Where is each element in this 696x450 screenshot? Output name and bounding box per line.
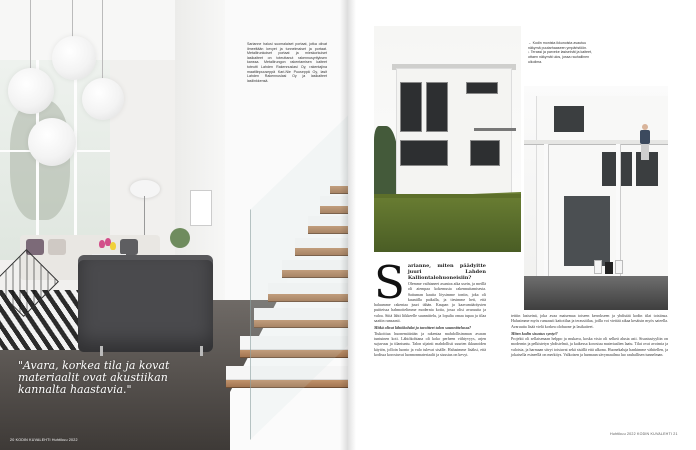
page-folio: 20 KODIN KUVALEHTI Huhtikuu 2022 xyxy=(10,438,78,442)
lawn-edge xyxy=(374,194,521,198)
hedge xyxy=(374,126,398,196)
article-column-1 xyxy=(374,256,486,357)
page-folio: Huhtikuu 2022 KODIN KUVALEHTI 21 xyxy=(610,432,678,436)
house-exterior-photo xyxy=(374,26,521,252)
house-window xyxy=(426,82,448,132)
terrace-floor xyxy=(524,276,668,310)
article-column-2 xyxy=(511,313,668,357)
right-page xyxy=(348,0,696,450)
pendant-lamp xyxy=(52,36,96,80)
sofa-leg xyxy=(200,346,203,356)
photo-caption: ← Kodin monista ikkunoista avautuu näkymä puutarhaaseen ympäristöön. ↓ Terassi ja parveke lasiseinät ja kaiteet, ottaen näkymät ulos, jossa rauhallinen ulkoilma. xyxy=(528,41,593,64)
photo-caption: Sarianne halusi suomalaiset portaat, jotka olivat ilmeeltään kevyet ja tunnelmaiset ja portaat. Metallirunkoiset portaat ja mieskorkuiset lasikaiteet on toteuttanut rakennusyrityksen kanssa. Metallirungon rakentamisen kaiteet toteutti Lahden Rakennuslasi Oy, rakentajina maatilinpuuseppä Kari-Nie Puuseppä Oy, lasit Lahden Rakennuslasi Oy ja lasikaiteet lasilinkkensä. xyxy=(247,42,327,83)
house-window xyxy=(400,140,448,166)
house-window xyxy=(400,82,422,132)
house-balcony-rail xyxy=(474,128,516,131)
terrace-window xyxy=(554,106,584,132)
black-chair xyxy=(605,262,613,274)
body-paragraph: Projekti oli sellaisenaan helppo ja mukava, koska visio oli selkeä alusta asti. Sisustustyyliin on modernin ja pelkistetyn yhdistelmä, ja kaikessa korostuu materiaalien laatu. Tilat ovat avoimia ja valoisia, ja harmaan sävyt toistuvat sekä sisällä että ulkona. Huonekaluja hankimme vähitellen, ja jokaisella esineellä on merkitys. Valkoisen ja harmaan sävymaailma luo rauhallisen tunnelman. xyxy=(511,336,668,358)
terrace-chairs xyxy=(594,258,624,278)
pendant-lamp xyxy=(8,68,54,114)
sofa-leg xyxy=(100,346,103,356)
lead-question: arianne, miten päädyitte juuri Lahden Kalliontalohuoneisiin? xyxy=(407,263,486,281)
pull-quote: "Avara, korkea tila ja kovat materiaalit ovat akustiikan kannalta haastavia." xyxy=(18,359,170,396)
person-legs xyxy=(641,144,649,160)
drop-cap: S xyxy=(374,256,405,309)
pendant-cord xyxy=(30,0,31,70)
terrace-photo xyxy=(524,86,668,310)
terrace-column xyxy=(544,144,549,284)
pendant-lamp xyxy=(28,118,76,166)
wall-art xyxy=(190,190,212,226)
lawn xyxy=(374,192,521,252)
cushion xyxy=(120,239,138,255)
terrace-glass-door xyxy=(564,196,610,266)
house-plant xyxy=(170,228,190,248)
person-body xyxy=(640,130,650,144)
person-on-balcony xyxy=(640,124,650,160)
white-chair xyxy=(594,260,602,274)
cushion xyxy=(48,239,66,255)
body-paragraph: Tiukoittua huonemäärään ja rakentaa mahdollisimman avaran tuntuinen koti. Lähtökohtana oli koko perheen viihtyvyys, arjen sujuvuus ja tilantuntu. Talon sijainti mahdollisti suurten ikkunoiden käytön, jolloin luonto ja valo tulevat sisälle. Halusimme lisäksi, että kodissa korostuvat luonnonmateriaalit ja sisustus on kevyt. xyxy=(374,330,486,357)
subheading: Miten kodin sisustus syntyi? xyxy=(511,330,558,336)
pendant-cord xyxy=(102,0,103,80)
window-mullion xyxy=(74,60,77,260)
body-paragraph: tettiin lasiseinä, joka avaa maisemaa toiseen kerrokseen ja yhdistää kodin tilat toisiinsa. Halusimme myös runsaasti kattotilaa ja terassitilaa, joilla voi viettää aikaa kesäisin myös sateella. Avaruutta lisää vielä korkea olohuone ja lasikaiteet. xyxy=(511,313,668,329)
pendant-cord xyxy=(72,0,73,40)
spread-gutter xyxy=(340,0,356,450)
subheading: Mitkä olivat lähtökohdat ja tavoitteet talon suunnittelussa? xyxy=(374,325,472,331)
pendant-lamp xyxy=(82,78,124,120)
grey-sofa xyxy=(78,260,213,352)
house-window xyxy=(470,140,500,166)
floor-lamp xyxy=(130,180,160,198)
house-window xyxy=(466,82,498,94)
body-paragraph: Olemme vaihtaneet asuntoa aika usein, ja meillä oli aiempaa kokemusta rakennuttamisesta. Sattuman kautta löysimme tontin, joka oli kauniilla paikalla, ja tiesimme heti, että haluamme rakentaa juuri tähän. Kaupan ja kaavamääräysten puitteissa hahmottelimme modernia kotia, jossa olisi avaruutta ja valoa. Siitä lähti liikkeelle suunnittelu, ja lopulta omaa tupaa ja tilaa saatiin runsaasti. xyxy=(374,281,486,324)
white-chair xyxy=(615,260,623,274)
tulip xyxy=(110,242,116,250)
